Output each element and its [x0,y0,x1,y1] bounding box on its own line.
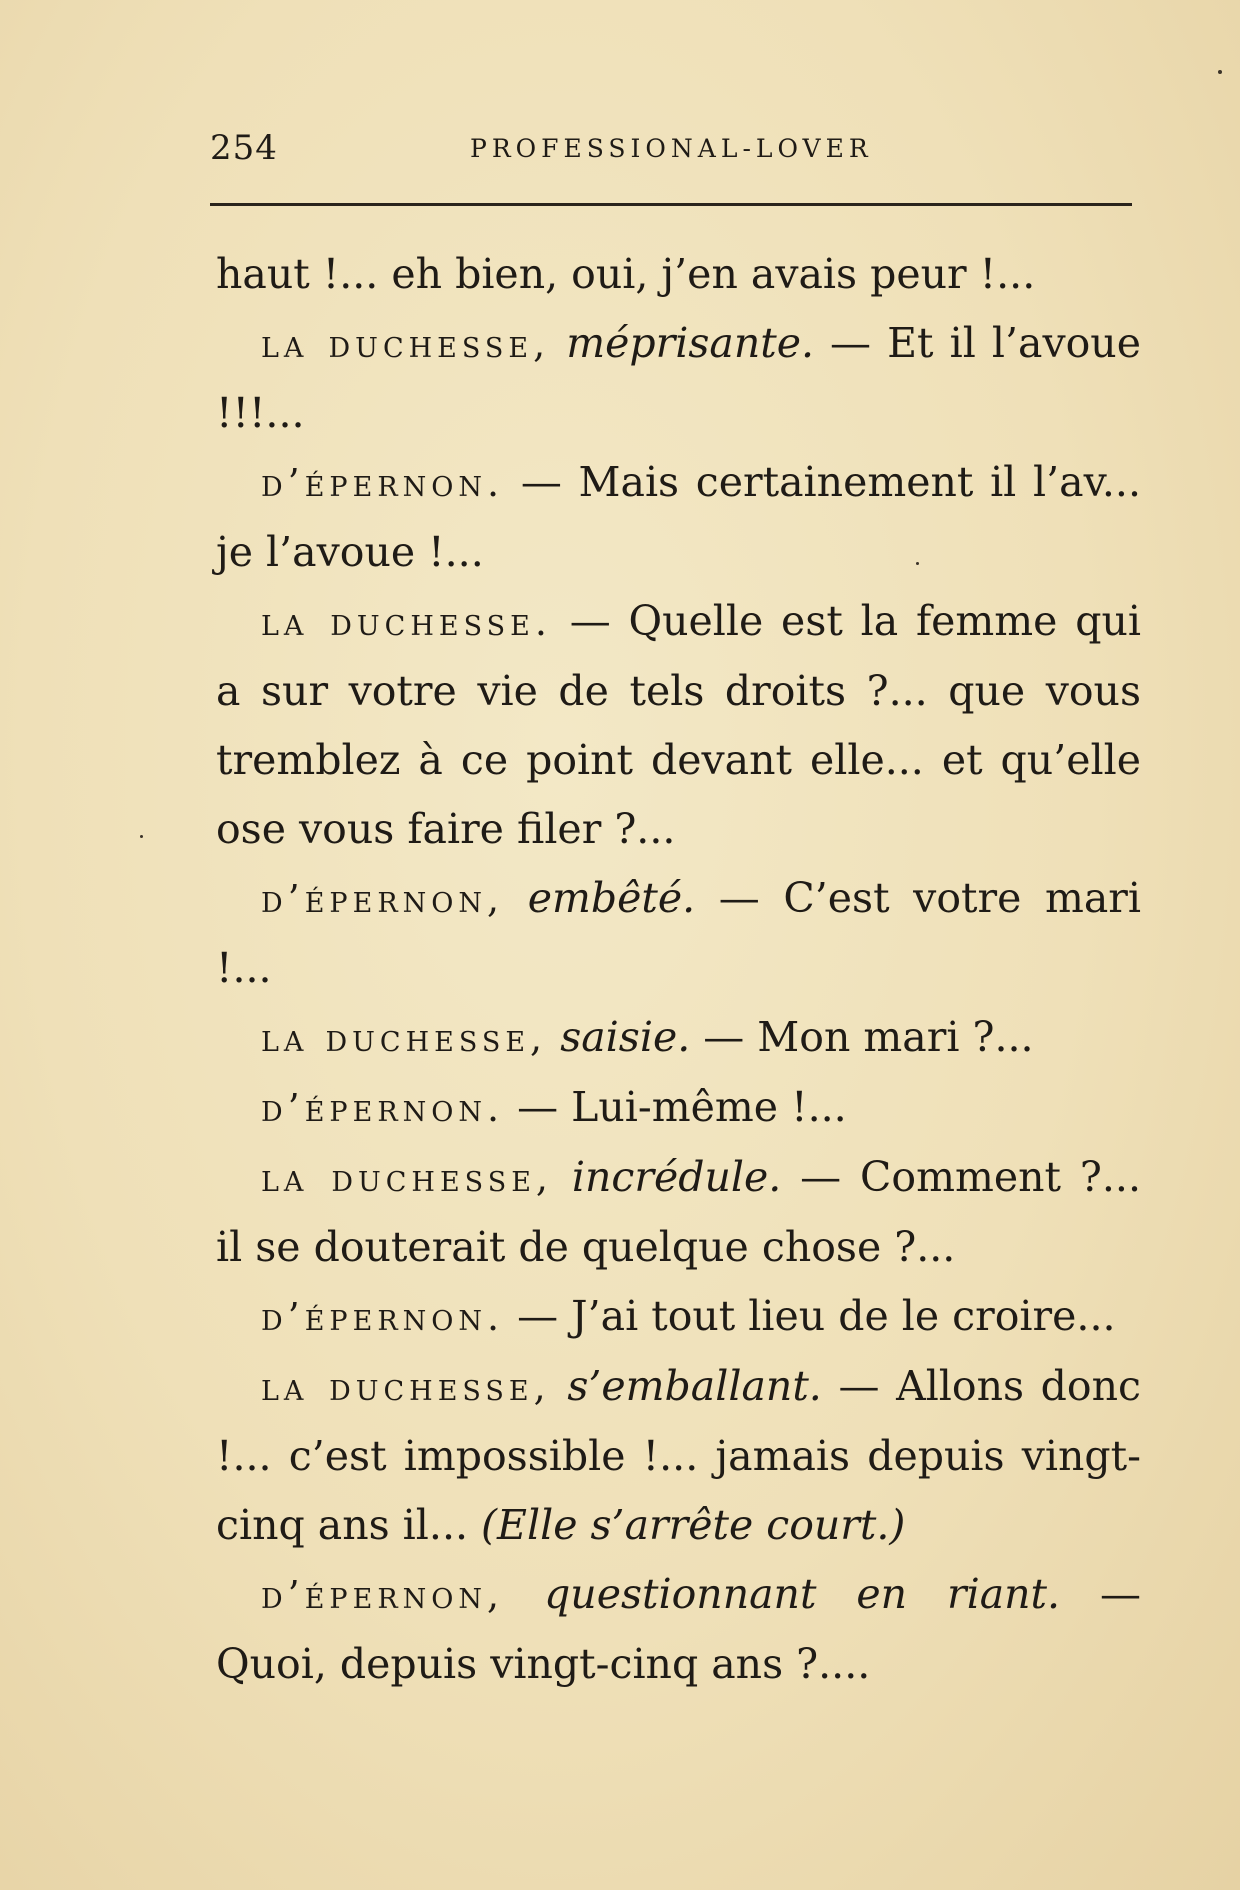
stage-direction: méprisante. [566,319,814,367]
paragraph [216,1352,1141,1560]
paragraph [216,309,1141,448]
speaker-name: la duchesse, [261,1016,548,1060]
stage-direction: (Elle s’arrête court.) [481,1501,906,1549]
speech-text: — Et il l’avoue !!!... [216,319,1141,437]
paragraph [216,1003,1141,1073]
speaker-name: la duchesse, [261,322,551,366]
stage-direction: s’emballant. [567,1362,822,1410]
speaker-name: d’épernon, [261,877,505,921]
speaker-name: d’épernon. [261,461,505,505]
stage-direction: saisie. [560,1013,691,1061]
header-rule [210,203,1132,206]
speaker-name: la duchesse. [261,600,552,644]
speech-text: — J’ai tout lieu de le croire... [504,1292,1116,1340]
paragraph [216,448,1141,587]
speaker-name: la duchesse, [261,1156,553,1200]
paragraph [216,240,1141,309]
paper-speck [1218,70,1222,74]
page-number: 254 [210,128,278,168]
speech-text: — Lui-même !... [504,1083,847,1131]
stage-direction: questionnant en riant. [544,1570,1061,1618]
paper-speck [140,835,143,838]
speech-text: — C’est votre mari !... [216,874,1141,992]
speech-text: — Quelle est la femme qui a sur votre vie de tels droits ?... que vous tremblez à ce point devant elle... et qu’elle ose vous faire filer ?... [216,597,1142,853]
paragraph [216,1073,1141,1143]
speech-text: — Quoi, depuis vingt-cinq ans ?.... [216,1570,1141,1688]
speech-text: — Mon mari ?... [690,1013,1034,1061]
speaker-name: la duchesse, [261,1365,551,1409]
page-body [216,240,1141,1699]
paragraph [216,1560,1141,1699]
speech-text: — Allons donc !... c’est impossible !... jamais depuis vingt-cinq ans il... [216,1362,1141,1549]
speaker-name: d’épernon. [261,1086,505,1130]
paper-speck [916,562,919,565]
speaker-name: d’épernon, [261,1573,505,1617]
paragraph [216,1282,1141,1352]
paragraph [216,864,1141,1003]
stage-direction: embêté. [527,874,696,922]
running-title: PROFESSIONAL-LOVER [470,134,873,163]
speech-text: — Comment ?... il se douterait de quelque chose ?... [216,1153,1141,1271]
paragraph [216,587,1141,864]
speaker-name: d’épernon. [261,1295,505,1339]
page-header [210,128,1130,168]
paragraph [216,1143,1141,1282]
speech-text: haut !... eh bien, oui, j’en avais peur !... [216,250,1036,298]
stage-direction: incrédule. [571,1153,782,1201]
speech-text: — Mais certainement il l’av... je l’avoue !... [216,458,1141,576]
